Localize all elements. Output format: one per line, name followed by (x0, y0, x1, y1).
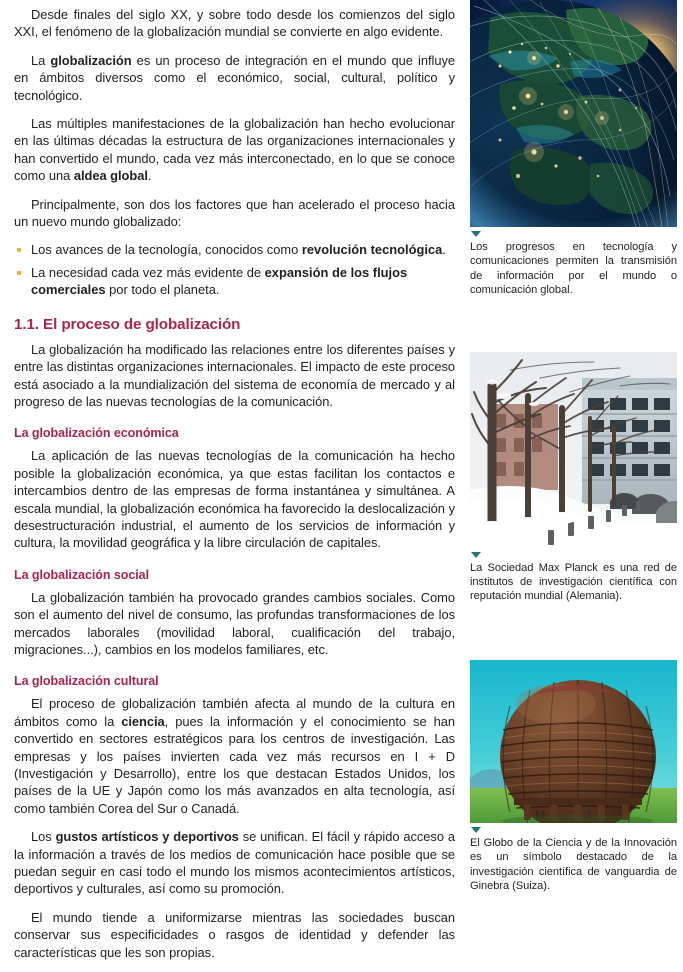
office-building (582, 378, 677, 504)
factores-list (14, 241, 455, 298)
list-item-pre: La necesidad cada vez más evidente de (31, 264, 265, 280)
subheading-social: La globalización social (14, 567, 149, 582)
section-heading: 1.1. El proceso de globalización (14, 315, 241, 333)
caption-triangle-icon (471, 827, 481, 833)
base-ring (514, 798, 642, 805)
snow-campus-illustration-svg (470, 352, 677, 548)
term-aldea-global: aldea global (73, 168, 148, 184)
figure-caption-cern-globe (470, 827, 677, 894)
paragraph-factores: Principalmente, son dos los factores que han acelerado el proceso hacia un nuevo mundo globalizado: (14, 196, 455, 230)
paragraph-intro: Desde finales del siglo XX, y sobre todo desde los comienzos del siglo XXI, el fenómeno de la globalización mundial se convierte en algo evidente. (14, 7, 455, 40)
bullet-square-icon (17, 271, 21, 275)
caption-triangle-icon (471, 231, 481, 237)
term-revolucion-tecnologica: revolución tecnológica (301, 242, 443, 258)
figure-max-planck (470, 352, 677, 604)
caption-triangle-icon (471, 552, 481, 558)
globe-illustration-svg (470, 0, 677, 227)
paragraph-gustos-pre: Los (31, 829, 56, 845)
paragraph-uniformizacion: El mundo tiende a uniformizarse mientras las sociedades buscan conservar sus especificidades o rasgos de identidad y defender las características que les son propias. (14, 909, 455, 960)
paragraph-cultural (14, 695, 455, 817)
figure-caption-max-planck (470, 552, 677, 604)
figure-image-globe (470, 0, 677, 227)
paragraph-definition-post: es un proceso de integración en el mundo que influye en ámbitos diversos como el económico, social, cultural, político y tecnológico. (14, 52, 455, 103)
subheading-cultural: La globalización cultural (14, 674, 159, 689)
paragraph-cultural-pre: El proceso de globalización también afecta al mundo de la cultura en ámbitos como la (14, 696, 455, 729)
paragraph-gustos (14, 828, 455, 898)
list-item (14, 241, 455, 258)
paragraph-proceso: La globalización ha modificado las relaciones entre los diferentes países y entre las distintas organizaciones internacionales. El impacto de este proceso está asociado a la mundialización del sistema de economía de mercado y al progreso de las nuevas tecnologías de la comunicación. (14, 341, 455, 409)
term-expansion-flujos: expansión de los flujos comerciales (31, 264, 408, 298)
bullet-square-icon (17, 248, 21, 252)
term-globalizacion: globalización (50, 52, 132, 68)
list-item-post: por todo el planeta. (105, 282, 220, 298)
figure-cern-globe (470, 660, 677, 894)
paragraph-gustos-post: se unifican. El fácil y rápido acceso a la información a través de los medios de comunicación hace posible que se puedan seguir en casi todo el mundo los mismos acontecimientos artísticos, deportivos y culturales, así como su promoción. (14, 829, 455, 897)
cern-globe-illustration-svg (470, 660, 677, 823)
caption-text: Los progresos en tecnología y comunicaciones permiten la transmisión de información por el mundo o comunicación global. (470, 241, 677, 297)
paragraph-economica: La aplicación de las nuevas tecnologías de la comunicación ha hecho posible la globalización económica, ya que estas facilitan los contactos e intercambios dentro de las empresas de forma instantánea y simultánea. A escala mundial, la globalización económica ha favorecido la deslocalización y desestructuración industrial, el aumento de los servicios de información y cultura, la movilidad geográfica y la libre circulación de capitales. (14, 448, 455, 551)
term-ciencia: ciencia (121, 713, 165, 729)
figure-image-cern-globe (470, 660, 677, 823)
paragraph-manifestaciones-post: . (147, 168, 152, 184)
paragraph-manifestaciones-pre: Las múltiples manifestaciones de la globalización han hecho evolucionar en las últimas décadas la estructura de las organizaciones internacionales y han convertido el mundo, cada vez más interconectado, en lo que se conoce como una (14, 116, 455, 184)
paragraph-definition-pre: La (31, 52, 51, 68)
subheading-economica: La globalización económica (14, 426, 179, 441)
figure-caption-globe (470, 231, 677, 298)
figure-image-max-planck (470, 352, 677, 548)
figure-column (470, 0, 677, 893)
list-item (14, 264, 455, 299)
figure-globe-network (470, 0, 677, 298)
term-gustos: gustos artísticos y deportivos (55, 829, 239, 845)
list-item-pre: Los avances de la tecnología, conocidos como (31, 242, 302, 258)
caption-text: El Globo de la Ciencia y de la Innovación es un símbolo destacado de la investigación científica de vanguardia de Ginebra (Suiza). (470, 836, 677, 893)
paragraph-manifestaciones (14, 115, 455, 185)
caption-text: La Sociedad Max Planck es una red de institutos de investigación científica con reputación mundial (Alemania). (470, 561, 677, 603)
paragraph-social: La globalización también ha provocado grandes cambios sociales. Como son el aumento del nivel de consumo, las profundas transformaciones de los mercados laborales (movilidad laboral, cualificación del trabajo, migraciones...), cambios en los modelos familiares, etc. (14, 589, 455, 657)
list-item-post: . (442, 242, 446, 258)
paragraph-cultural-post: , pues la información y el conocimiento se han convertido en sectores estratégicos para los centros de investigación. Las empresas y los países invierten cada vez más recursos en I + D (Investigación y Desarrollo), entre los que destacan Estados Unidos, los países de la UE y Japón como los más avanzados en alta tecnología, así como también Corea del Sur o Canadá. (14, 713, 455, 816)
paragraph-definition (14, 52, 455, 104)
